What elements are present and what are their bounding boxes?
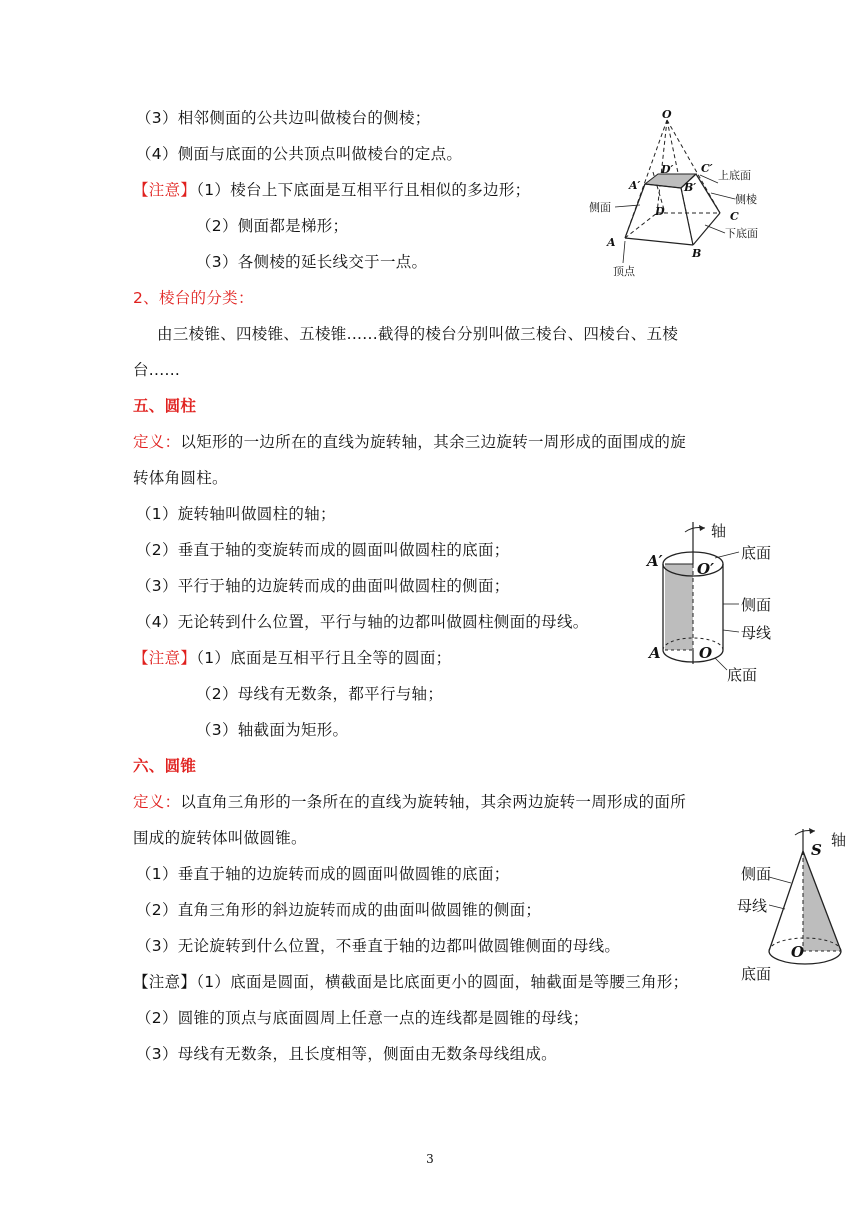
cone-item-3: （3）无论旋转到什么位置，不垂直于轴的边都叫做圆锥侧面的母线。 [136, 937, 621, 955]
label-bottom-base: 底面 [727, 666, 758, 684]
cone-definition-line-1 [133, 791, 686, 813]
note-tag: 【注意】 [133, 181, 197, 199]
page-number: 3 [426, 1152, 434, 1166]
note-item-1: （1）底面是互相平行且全等的圆面； [196, 649, 452, 667]
cylinder-note [133, 647, 451, 669]
label-C-prime: C′ [701, 162, 713, 175]
label-B: B [692, 247, 702, 260]
label-C: C [730, 210, 739, 223]
label-lateral-edge: 侧棱 [735, 193, 757, 206]
cylinder-item-4: （4）无论转到什么位置，平行与轴的边都叫做圆柱侧面的母线。 [136, 613, 589, 631]
label-generatrix: 母线 [737, 897, 768, 915]
cylinder-item-3: （3）平行于轴的边旋转而成的曲面叫做圆柱的侧面； [136, 577, 510, 595]
definition-text: 以矩形的一边所在的直线为旋转轴，其余三边旋转一周形成的面围成的旋 [180, 433, 687, 451]
cone-item-1: （1）垂直于轴的边旋转而成的圆面叫做圆锥的底面； [136, 865, 510, 883]
label-A: A [649, 644, 661, 662]
cylinder-note-3: （3）轴截面为矩形。 [196, 721, 349, 739]
definition-text: 以直角三角形的一条所在的直线为旋转轴，其余两边旋转一周形成的面所 [180, 793, 687, 811]
cylinder-definition-line-1 [133, 431, 686, 453]
frustum-item-3: （3）相邻侧面的公共边叫做棱台的侧棱； [136, 109, 431, 127]
cylinder-heading: 五、圆柱 [133, 397, 197, 415]
frustum-figure [585, 105, 780, 285]
cone-figure [733, 825, 858, 985]
frustum-note-2: （2）侧面都是梯形； [196, 217, 349, 235]
label-lateral-face: 侧面 [741, 596, 772, 614]
note-item-1: （1）棱台上下底面是互相平行且相似的多边形； [196, 181, 531, 199]
label-A-prime: A′ [647, 552, 663, 570]
label-top-base: 底面 [741, 544, 772, 562]
cylinder-definition-line-2: 转体角圆柱。 [133, 469, 228, 487]
label-lower-base: 下底面 [725, 227, 758, 240]
frustum-note-3: （3）各侧棱的延长线交于一点。 [196, 253, 428, 271]
cone-heading: 六、圆锥 [133, 757, 197, 775]
label-upper-base: 上底面 [718, 169, 751, 182]
label-A: A [607, 236, 616, 249]
label-D: D [655, 205, 665, 218]
label-axis: 轴 [831, 831, 847, 849]
label-lateral-face: 侧面 [589, 201, 611, 214]
cone-note: 【注意】（1）底面是圆面，横截面是比底面更小的圆面，轴截面是等腰三角形； [133, 973, 689, 991]
cylinder-item-1: （1）旋转轴叫做圆柱的轴； [136, 505, 336, 523]
label-D-prime: D′ [661, 163, 674, 176]
label-O: O [662, 108, 672, 121]
label-O-prime: O′ [697, 560, 715, 578]
frustum-classification-line-2: 台...... [133, 361, 181, 379]
cone-note-2: （2）圆锥的顶点与底面圆周上任意一点的连线都是圆锥的母线； [136, 1009, 589, 1027]
note-tag: 【注意】 [133, 649, 197, 667]
definition-tag: 定义： [133, 793, 181, 811]
label-base: 底面 [741, 965, 772, 983]
cone-definition-line-2: 围成的旋转体叫做圆锥。 [133, 829, 307, 847]
label-B-prime: B′ [684, 181, 697, 194]
frustum-classification-heading: 2、棱台的分类： [133, 289, 254, 307]
label-O: O [699, 644, 713, 662]
definition-tag: 定义： [133, 433, 181, 451]
frustum-classification-line-1: 由三棱锥、四棱锥、五棱锥......截得的棱台分别叫做三棱台、四棱台、五棱 [157, 325, 679, 343]
label-O: O [791, 943, 805, 961]
cone-item-2: （2）直角三角形的斜边旋转而成的曲面叫做圆锥的侧面； [136, 901, 542, 919]
label-generatrix: 母线 [741, 624, 772, 642]
label-lateral-face: 侧面 [741, 865, 772, 883]
cylinder-note-2: （2）母线有无数条，都平行与轴； [196, 685, 444, 703]
label-vertex: 顶点 [613, 265, 635, 278]
frustum-item-4: （4）侧面与底面的公共顶点叫做棱台的定点。 [136, 145, 463, 163]
label-A-prime: A′ [629, 179, 641, 192]
label-axis: 轴 [711, 522, 727, 540]
cylinder-item-2: （2）垂直于轴的变旋转而成的圆面叫做圆柱的底面； [136, 541, 510, 559]
label-S: S [811, 841, 822, 859]
cone-note-3: （3）母线有无数条，且长度相等，侧面由无数条母线组成。 [136, 1045, 557, 1063]
cylinder-figure [645, 518, 795, 688]
frustum-note [133, 179, 530, 201]
